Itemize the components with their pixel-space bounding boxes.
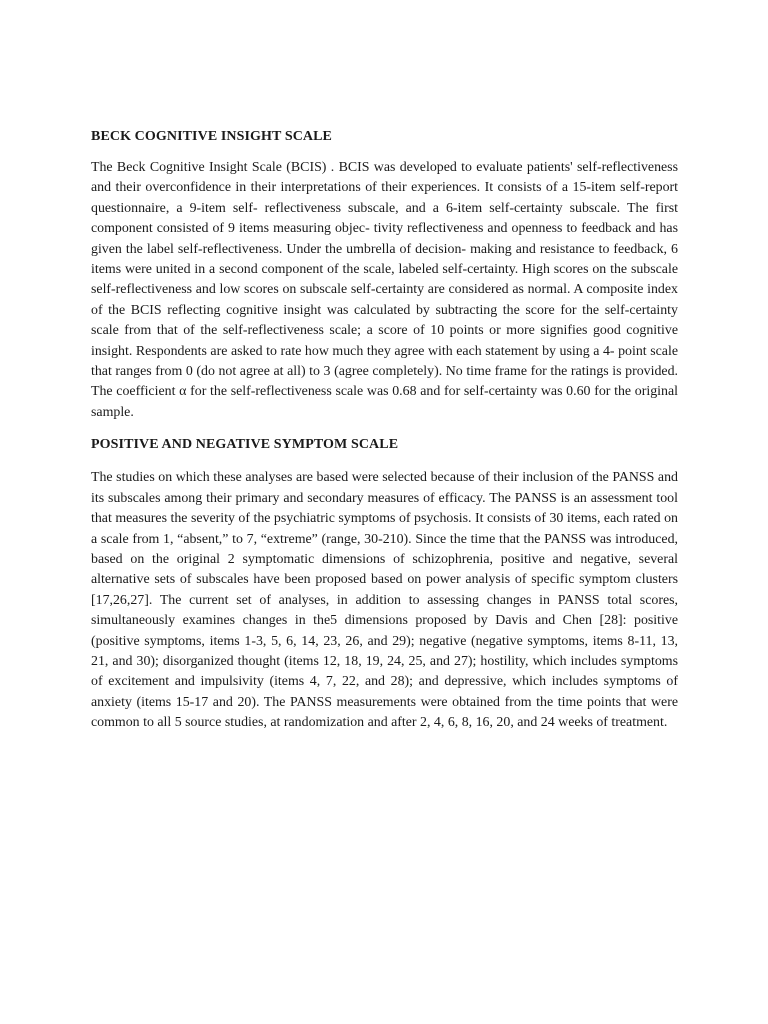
section-heading-panss: POSITIVE AND NEGATIVE SYMPTOM SCALE [91, 437, 399, 453]
section-paragraph-bcis: The Beck Cognitive Insight Scale (BCIS) . BCIS was developed to evaluate patients' self-reflectiveness and their overconfidence in their interpretations of their experiences. It consists of a 15-item self-report questionnaire, a 9-item self- reflectiveness subscale, and a 6-item self-certainty subscale. The first component consisted of 9 items measuring objec- tivity reflectiveness and openness to feedback and has given the label self-reflectiveness. Under the umbrella of decision- making and resistance to feedback, 6 items were united in a second component of the scale, labeled self-certainty. High scores on the subscale self-reflectiveness and low scores on subscale self-certainty are considered as normal. A composite index of the BCIS reflecting cognitive insight was calculated by subtracting the score for the self-certainty scale from that of the self-reflectiveness scale; a score of 10 points or more signifies good cognitive insight. Respondents are asked to rate how much they agree with each statement by using a 4- point scale that ranges from 0 (do not agree at all) to 3 (agree completely). No time frame for the ratings is provided. The coefficient α for the self-reflectiveness scale was 0.68 and for self-certainty was 0.60 for the original sample. [91, 160, 678, 420]
section-heading-bcis: BECK COGNITIVE INSIGHT SCALE [91, 129, 332, 144]
section-paragraph-panss: The studies on which these analyses are based were selected because of their inclusion of the PANSS and its subscales among their primary and secondary measures of efficacy. The PANSS is an assessment tool that measures the severity of the psychiatric symptoms of psychosis. It consists of 30 items, each rated on a scale from 1, “absent,” to 7, “extreme” (range, 30-210). Since the time that the PANSS was introduced, based on the original 2 symptomatic dimensions of schizophrenia, positive and negative, several alternative sets of subscales have been proposed based on power analysis of specific symptom clusters [17,26,27]. The current set of analyses, in addition to assessing changes in PANSS total scores, simultaneously examines changes in the5 dimensions proposed by Davis and Chen [28]: positive (positive symptoms, items 1-3, 5, 6, 14, 23, 26, and 29); negative (negative symptoms, items 8-11, 13, 21, and 30); disorganized thought (items 12, 18, 19, 24, 25, and 27); hostility, which includes symptoms of excitement and impulsivity (items 4, 7, 22, and 28); and depressive, which includes symptoms of anxiety (items 15-17 and 20). The PANSS measurements were obtained from the time points that were common to all 5 source studies, at randomization and after 2, 4, 6, 8, 16, 20, and 24 weeks of treatment. [91, 470, 678, 731]
document-page [91, 120, 678, 734]
